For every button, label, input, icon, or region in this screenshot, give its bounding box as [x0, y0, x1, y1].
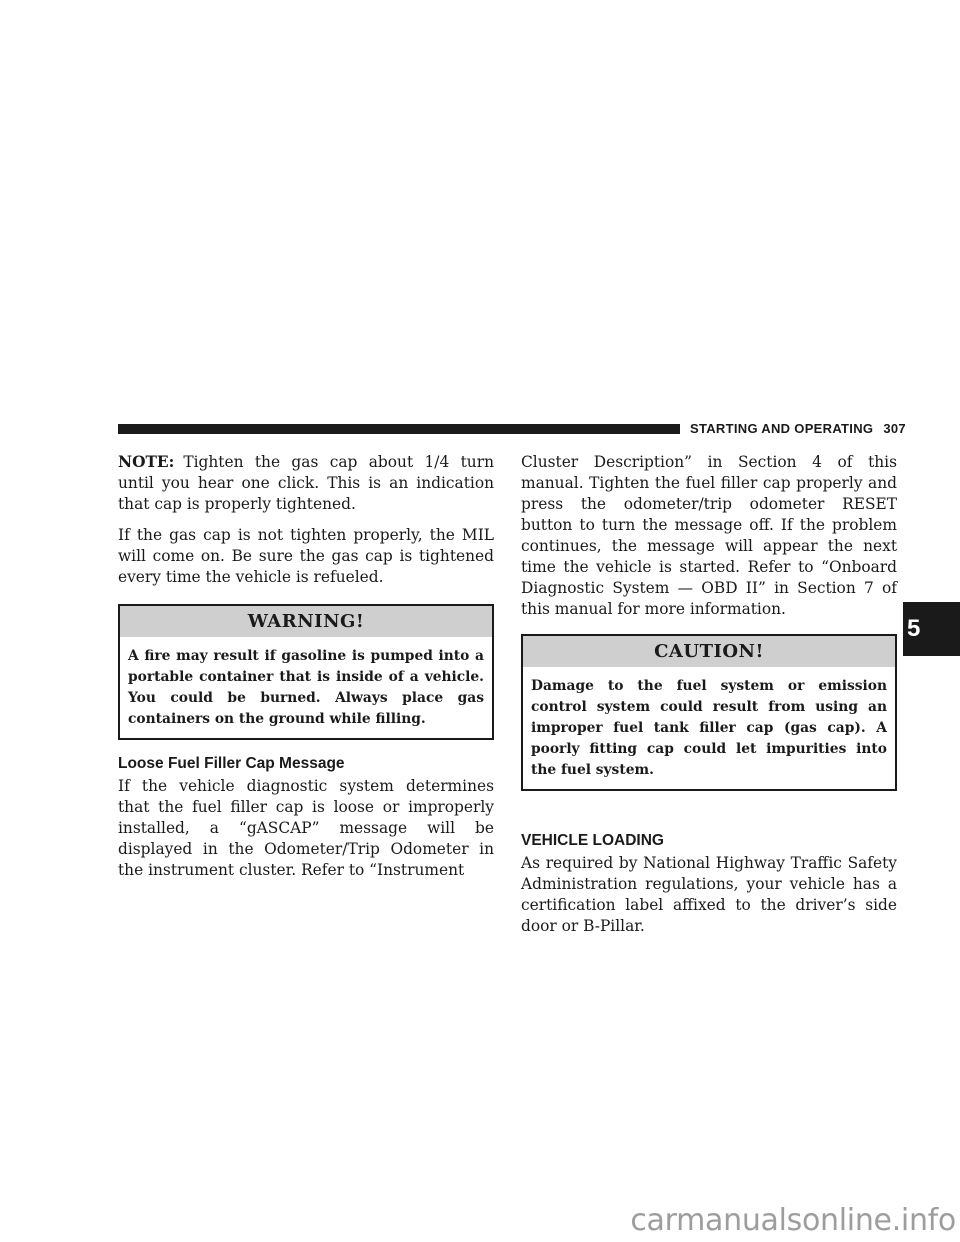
- warning-body: A fire may result if gasoline is pumped into a portable container that is inside of a vehicle. You could be burned. Always place gas containers on the ground while filling.: [128, 648, 484, 727]
- watermark: carmanualsonline.info: [630, 1203, 956, 1238]
- caution-body: Damage to the fuel system or emission control system could result from using an improper fuel tank filler cap (gas cap). A poorly fitting cap could let impurities into the fuel system.: [531, 678, 887, 778]
- caution-title: CAUTION!: [523, 636, 895, 667]
- note-paragraph: [118, 452, 494, 515]
- header-rule: [118, 424, 680, 434]
- caution-box: [521, 634, 897, 791]
- continued-paragraph: Cluster Description” in Section 4 of this manual. Tighten the fuel filler cap properly and press the odometer/trip odometer RESET button to turn the message off. If the problem continues, the message will appear the next time the vehicle is started. Refer to “Onboard Diagnostic System — OBD II” in Section 7 of this manual for more information.: [521, 453, 897, 618]
- vehicle-loading-paragraph: As required by National Highway Traffic Safety Administration regulations, your vehicle has a certification label affixed to the driver’s side door or B-Pillar.: [521, 854, 897, 935]
- page-number: 307: [883, 421, 906, 436]
- vehicle-loading-heading: VEHICLE LOADING: [521, 832, 664, 849]
- note-label: NOTE:: [118, 453, 175, 471]
- left-column: [118, 452, 494, 891]
- right-column: [521, 452, 897, 947]
- warning-title: WARNING!: [120, 606, 492, 637]
- note-text: Tighten the gas cap about 1/4 turn until you hear one click. This is an indication that cap is properly tightened.: [118, 453, 494, 513]
- warning-box: [118, 604, 494, 740]
- mil-paragraph: If the gas cap is not tighten properly, the MIL will come on. Be sure the gas cap is tightened every time the vehicle is refueled.: [118, 526, 494, 586]
- section-tab: 5: [903, 602, 960, 656]
- header-title: STARTING AND OPERATING: [690, 421, 874, 436]
- loose-cap-paragraph: If the vehicle diagnostic system determines that the fuel filler cap is loose or improperly installed, a “gASCAP” message will be displayed in the Odometer/Trip Odometer in the instrument cluster. Refer to “Instrument: [118, 777, 494, 879]
- running-header: [690, 421, 910, 436]
- loose-cap-heading: Loose Fuel Filler Cap Message: [118, 755, 345, 772]
